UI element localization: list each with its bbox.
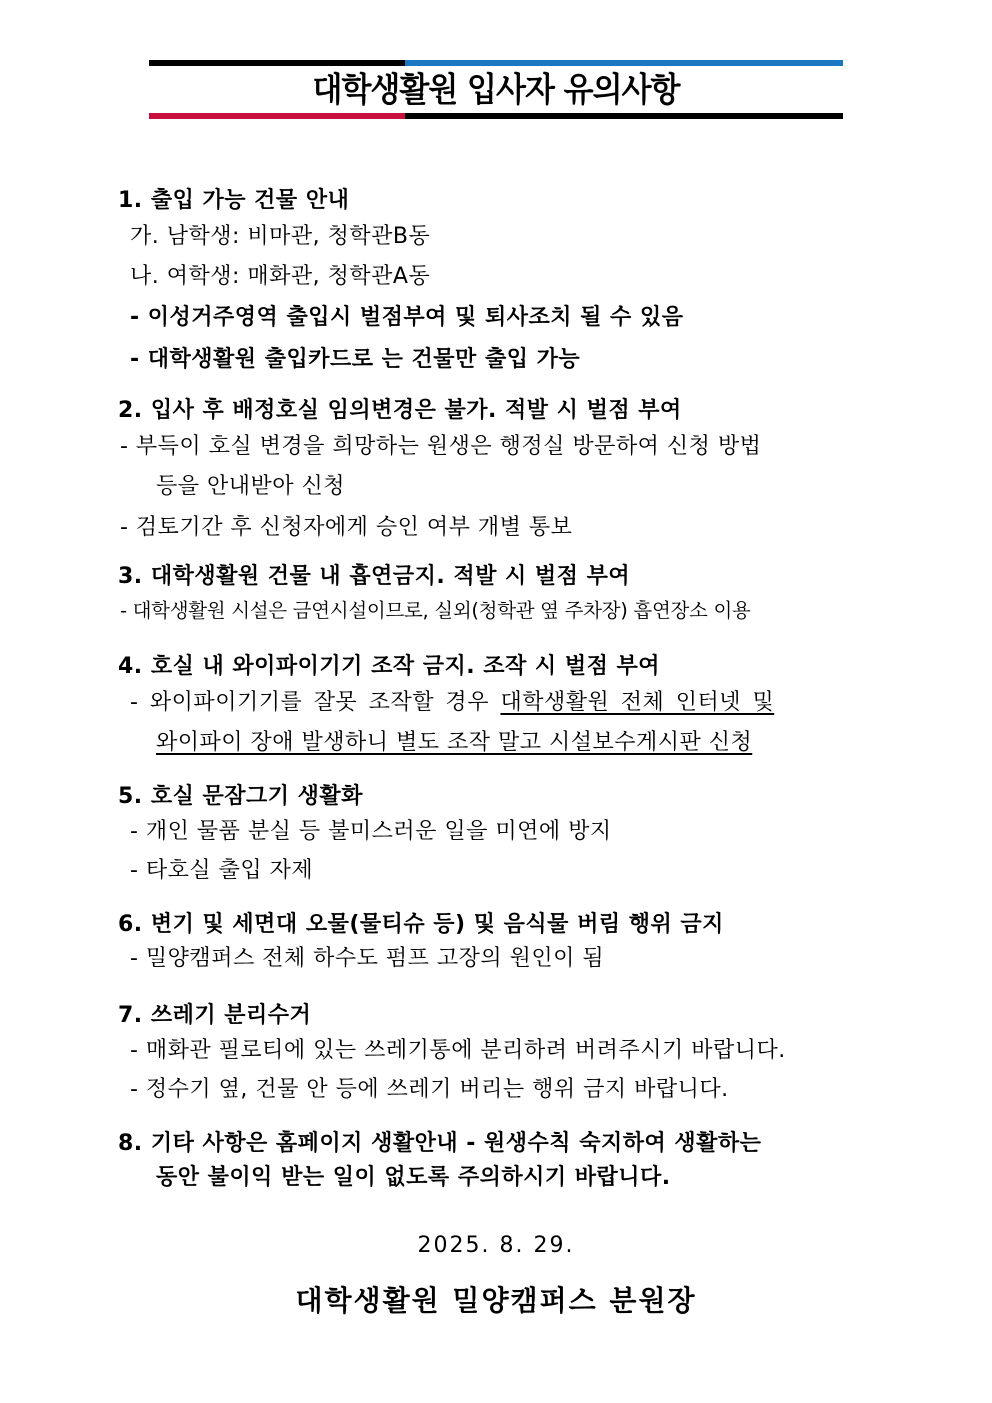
title-bottom-bar — [149, 113, 843, 119]
section-line — [118, 722, 774, 764]
section-heading: 4. 호실 내 와이파이기기 조작 금지. 조작 시 벌점 부여 — [118, 654, 660, 679]
section-line: - 밀양캠퍼스 전체 하수도 펌프 고장의 원인이 됨 — [130, 946, 605, 971]
section-line: - 매화관 필로티에 있는 쓰레기통에 분리하려 버려주시기 바랍니다. — [130, 1038, 786, 1063]
section-line: - 정수기 옆, 건물 안 등에 쓰레기 버리는 행위 금지 바랍니다. — [130, 1077, 729, 1102]
section-heading: 3. 대학생활원 건물 내 흡연금지. 적발 시 벌점 부여 — [118, 564, 631, 589]
section-line: 나. 여학생: 매화관, 청학관A동 — [130, 264, 431, 289]
signature: 대학생활원 밀양캠퍼스 분원장 — [295, 1284, 697, 1317]
section-line: - 대학생활원 시설은 금연시설이므로, 실외(청학관 옆 주차장) 흡연장소 이용 — [120, 599, 751, 622]
issue-date: 2025. 8. 29. — [417, 1233, 575, 1258]
section-heading: 7. 쓰레기 분리수거 — [118, 1003, 312, 1028]
page-title: 대학생활원 입사자 유의사항 — [312, 70, 680, 110]
section-5 — [118, 780, 612, 892]
title-block — [149, 60, 843, 120]
section-heading: 2. 입사 후 배정호실 임의변경은 불가. 적발 시 벌점 부여 — [118, 398, 682, 423]
section-line: - 부득이 호실 변경을 희망하는 원생은 행정실 방문하여 신청 방법 — [120, 434, 762, 459]
underlined-text: 와이파이 장애 발생하니 별도 조작 말고 시설보수게시판 신청 — [156, 730, 753, 755]
section-heading: 1. 출입 가능 건물 안내 — [118, 188, 350, 213]
section-line: 가. 남학생: 비마관, 청학관B동 — [130, 224, 431, 249]
bottom-bar-black-segment — [405, 113, 843, 119]
section-8 — [118, 1127, 761, 1195]
section-6 — [118, 908, 724, 976]
section-line: - 검토기간 후 신청자에게 승인 여부 개별 통보 — [120, 515, 573, 540]
section-3 — [118, 560, 751, 628]
section-4 — [118, 650, 774, 764]
top-bar-black-segment — [149, 60, 405, 66]
title-top-bar — [149, 60, 843, 66]
line-text: - 와이파이기기를 잘못 조작할 경우 — [130, 690, 501, 715]
section-line: - 대학생활원 출입카드로 는 건물만 출입 가능 — [130, 347, 581, 372]
section-2 — [118, 394, 761, 548]
section-heading: 6. 변기 및 세면대 오물(물티슈 등) 및 음식물 버림 행위 금지 — [118, 912, 724, 937]
bottom-bar-red-segment — [149, 113, 405, 119]
section-heading: 5. 호실 문잠그기 생활화 — [118, 784, 363, 809]
section-1 — [118, 184, 683, 382]
section-line — [118, 684, 774, 722]
section-heading: 8. 기타 사항은 홈페이지 생활안내 - 원생수칙 숙지하여 생활하는 — [118, 1131, 762, 1156]
top-bar-blue-segment — [405, 60, 843, 66]
section-line: - 이성거주영역 출입시 벌점부여 및 퇴사조치 될 수 있음 — [130, 305, 684, 330]
section-7 — [118, 999, 786, 1111]
section-heading-continued: 동안 불이익 받는 일이 없도록 주의하시기 바랍니다. — [156, 1165, 671, 1190]
section-line: 등을 안내받아 신청 — [156, 474, 346, 499]
underlined-text: 대학생활원 전체 인터넷 및 — [500, 690, 775, 715]
section-line: - 타호실 출입 자제 — [130, 858, 314, 883]
section-line: - 개인 물품 분실 등 불미스러운 일을 미연에 방지 — [130, 819, 612, 844]
